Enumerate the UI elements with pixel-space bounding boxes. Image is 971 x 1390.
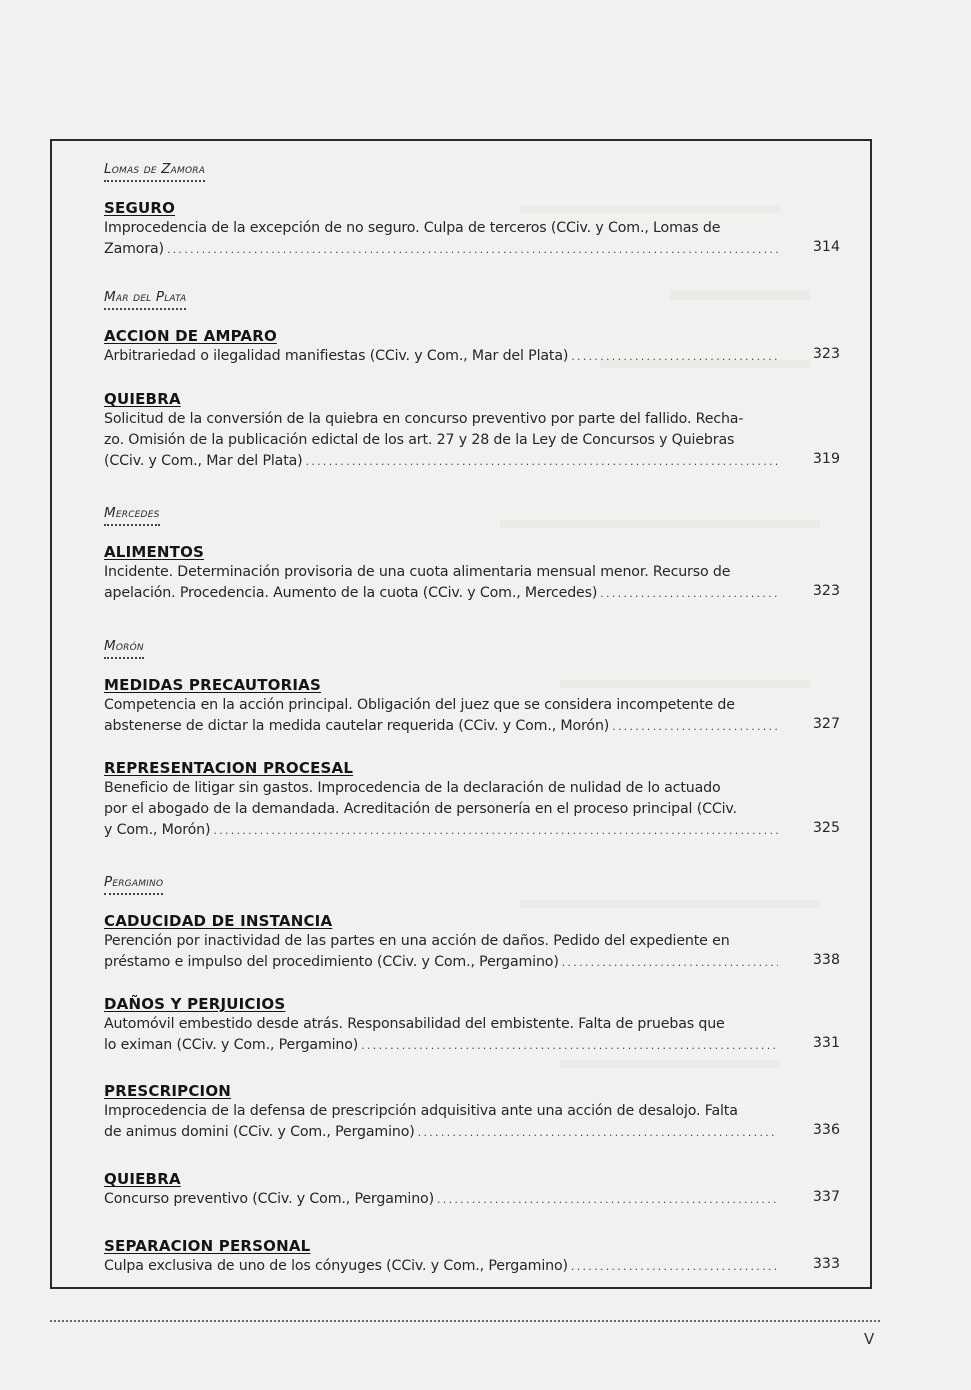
dot-leader [600, 583, 778, 604]
entry-line: apelación. Procedencia. Aumento de la cuota (CCiv. y Com., Mercedes) [104, 585, 598, 601]
entry-line: Automóvil embestido desde atrás. Responsabilidad del embistente. Falta de pruebas que [104, 1016, 725, 1032]
page-number: 333 [812, 1256, 840, 1272]
entry-line: Beneficio de litigar sin gastos. Improcedencia de la declaración de nulidad de lo actuado [104, 780, 721, 796]
entry-description [104, 562, 781, 604]
page-number: 331 [812, 1035, 840, 1051]
entry-title: REPRESENTACION PROCESAL [104, 759, 354, 777]
entry-description [104, 218, 781, 260]
dot-leader [213, 820, 778, 841]
footer-dotted-rule [50, 1320, 880, 1322]
entry-line: lo eximan (CCiv. y Com., Pergamino) [104, 1037, 359, 1053]
page-number: 338 [812, 952, 840, 968]
index-entry-quiebra-pergamino [104, 1169, 839, 1210]
index-entry-danos-y-perjuicios [104, 994, 839, 1056]
entry-line: abstenerse de dictar la medida cautelar requerida (CCiv. y Com., Morón) [104, 718, 610, 734]
dot-leader [562, 952, 778, 973]
page-number: 327 [812, 716, 840, 732]
page-number: 323 [812, 583, 840, 599]
entry-line: zo. Omisión de la publicación edictal de los art. 27 y 28 de la Ley de Concursos y Quiebras [104, 432, 735, 448]
entry-title: ACCION DE AMPARO [104, 327, 277, 345]
section-heading-lomas-de-zamora: Lomas de Zamora [104, 160, 205, 182]
entry-line: Competencia en la acción principal. Obligación del juez que se considera incompetente de [104, 697, 735, 713]
page-number: 319 [812, 451, 840, 467]
entry-line: Zamora) [104, 241, 164, 257]
entry-line: (CCiv. y Com., Mar del Plata) [104, 453, 303, 469]
entry-line: préstamo e impulso del procedimiento (CCiv. y Com., Pergamino) [104, 954, 559, 970]
entry-line: Improcedencia de la defensa de prescripción adquisitiva ante una acción de desalojo. Falta [104, 1103, 738, 1119]
index-entry-alimentos [104, 542, 839, 604]
dot-leader [571, 1256, 778, 1277]
entry-title: ALIMENTOS [104, 543, 205, 561]
index-entry-prescripcion [104, 1081, 839, 1143]
entry-description [104, 1101, 781, 1143]
entry-line: Improcedencia de la excepción de no seguro. Culpa de terceros (CCiv. y Com., Lomas de [104, 220, 721, 236]
entry-title: QUIEBRA [104, 390, 181, 408]
entry-description [104, 695, 781, 737]
page-number: 336 [812, 1122, 840, 1138]
dot-leader [437, 1189, 778, 1210]
page-number: 325 [812, 820, 840, 836]
dot-leader [361, 1035, 778, 1056]
index-entry-separacion-personal [104, 1236, 839, 1277]
entry-description [104, 1189, 781, 1210]
entry-line: de animus domini (CCiv. y Com., Pergamino) [104, 1124, 415, 1140]
page-number: 323 [812, 346, 840, 362]
page-folio: V [864, 1330, 875, 1348]
dot-leader [167, 239, 778, 260]
entry-description [104, 778, 781, 841]
entry-line: por el abogado de la demandada. Acreditación de personería en el proceso principal (CCiv. [104, 801, 737, 817]
entry-title: SEGURO [104, 199, 176, 217]
entry-line: y Com., Morón) [104, 822, 211, 838]
entry-line: Incidente. Determinación provisoria de una cuota alimentaria mensual menor. Recurso de [104, 564, 731, 580]
index-entry-representacion-procesal [104, 758, 839, 841]
section-heading-moron: Morón [104, 637, 144, 659]
entry-line: Solicitud de la conversión de la quiebra en concurso preventivo por parte del fallido. Recha- [104, 411, 744, 427]
entry-title: CADUCIDAD DE INSTANCIA [104, 912, 333, 930]
entry-title: SEPARACION PERSONAL [104, 1237, 311, 1255]
entry-title: PRESCRIPCION [104, 1082, 232, 1100]
dot-leader [571, 346, 778, 367]
page-number: 337 [812, 1189, 840, 1205]
entry-line: Concurso preventivo (CCiv. y Com., Pergamino) [104, 1191, 434, 1207]
entry-title: QUIEBRA [104, 1170, 181, 1188]
dot-leader [612, 716, 778, 737]
dot-leader [306, 451, 778, 472]
section-heading-mar-del-plata: Mar del Plata [104, 288, 186, 310]
entry-line: Arbitrariedad o ilegalidad manifiestas (CCiv. y Com., Mar del Plata) [104, 348, 569, 364]
entry-title: DAÑOS Y PERJUICIOS [104, 995, 286, 1013]
page-number: 314 [812, 239, 840, 255]
entry-description [104, 409, 781, 472]
entry-line: Culpa exclusiva de uno de los cónyuges (CCiv. y Com., Pergamino) [104, 1258, 568, 1274]
index-entry-caducidad-de-instancia [104, 911, 839, 973]
index-entry-seguro [104, 198, 839, 260]
index-entry-medidas-precautorias [104, 675, 839, 737]
entry-line: Perención por inactividad de las partes en una acción de daños. Pedido del expediente en [104, 933, 730, 949]
section-heading-pergamino: Pergamino [104, 873, 163, 895]
index-entry-accion-de-amparo [104, 326, 839, 367]
entry-description [104, 1256, 781, 1277]
dot-leader [418, 1122, 778, 1143]
entry-description [104, 1014, 781, 1056]
entry-description [104, 346, 781, 367]
index-entry-quiebra-mar-del-plata [104, 389, 839, 472]
entry-description [104, 931, 781, 973]
entry-title: MEDIDAS PRECAUTORIAS [104, 676, 321, 694]
section-heading-mercedes: Mercedes [104, 504, 160, 526]
